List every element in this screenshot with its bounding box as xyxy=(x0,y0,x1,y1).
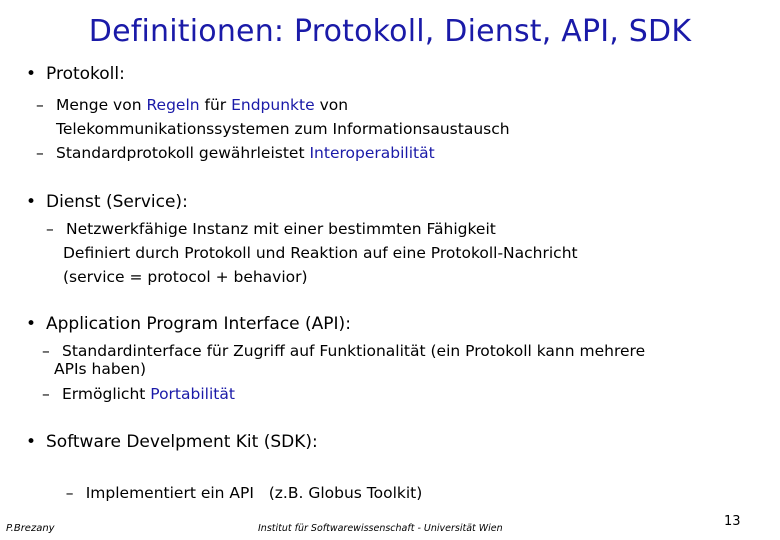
protokoll-line-2: Telekommunikationssystemen zum Informationsaustausch xyxy=(56,120,510,138)
bullet-dot: • xyxy=(26,64,37,84)
term-endpunkte: Endpunkte xyxy=(231,96,315,114)
sdk-line-1: – Implementiert ein API (z.B. Globus Toolkit) xyxy=(65,484,423,502)
api-line-3: – Ermöglicht Portabilität xyxy=(42,385,235,403)
dash: – xyxy=(65,484,74,502)
dienst-line-3: (service = protocol + behavior) xyxy=(63,268,308,286)
heading-api: Application Program Interface (API): xyxy=(46,314,351,334)
api-line-1: – Standardinterface für Zugriff auf Funktionalität (ein Protokoll kann mehrere xyxy=(42,342,646,360)
dash: – xyxy=(36,96,44,114)
dash: – xyxy=(42,342,50,360)
dash: – xyxy=(46,220,54,238)
term-regeln: Regeln xyxy=(146,96,200,114)
bullet-api xyxy=(26,314,351,334)
protokoll-line-3: – Standardprotokoll gewährleistet Interoperabilität xyxy=(36,144,435,162)
dash: – xyxy=(42,385,50,403)
slide-title: Definitionen: Protokoll, Dienst, API, SDK xyxy=(88,14,692,49)
dienst-line-2: Definiert durch Protokoll und Reaktion auf eine Protokoll-Nachricht xyxy=(63,244,578,262)
bullet-dot: • xyxy=(26,192,37,212)
dash: – xyxy=(36,144,44,162)
footer-author: P.Brezany xyxy=(6,523,55,534)
footer-institute: Institut für Softwarewissenschaft - Universität Wien xyxy=(258,523,503,534)
bullet-dot: • xyxy=(26,314,37,334)
page-number: 13 xyxy=(724,514,741,529)
heading-protokoll: Protokoll: xyxy=(46,64,125,84)
protokoll-line-1: – Menge von Regeln für Endpunkte von xyxy=(36,96,349,114)
term-portabilitaet: Portabilität xyxy=(150,385,235,403)
bullet-dot: • xyxy=(26,432,37,452)
dienst-line-1: – Netzwerkfähige Instanz mit einer bestimmten Fähigkeit xyxy=(46,220,496,238)
term-interoperabilitaet: Interoperabilität xyxy=(309,144,435,162)
bullet-protokoll xyxy=(26,64,125,84)
bullet-dienst xyxy=(26,192,188,212)
api-line-2: APIs haben) xyxy=(54,360,147,378)
bullet-sdk xyxy=(26,432,318,452)
heading-sdk: Software Develpment Kit (SDK): xyxy=(46,432,318,452)
heading-dienst: Dienst (Service): xyxy=(46,192,188,212)
